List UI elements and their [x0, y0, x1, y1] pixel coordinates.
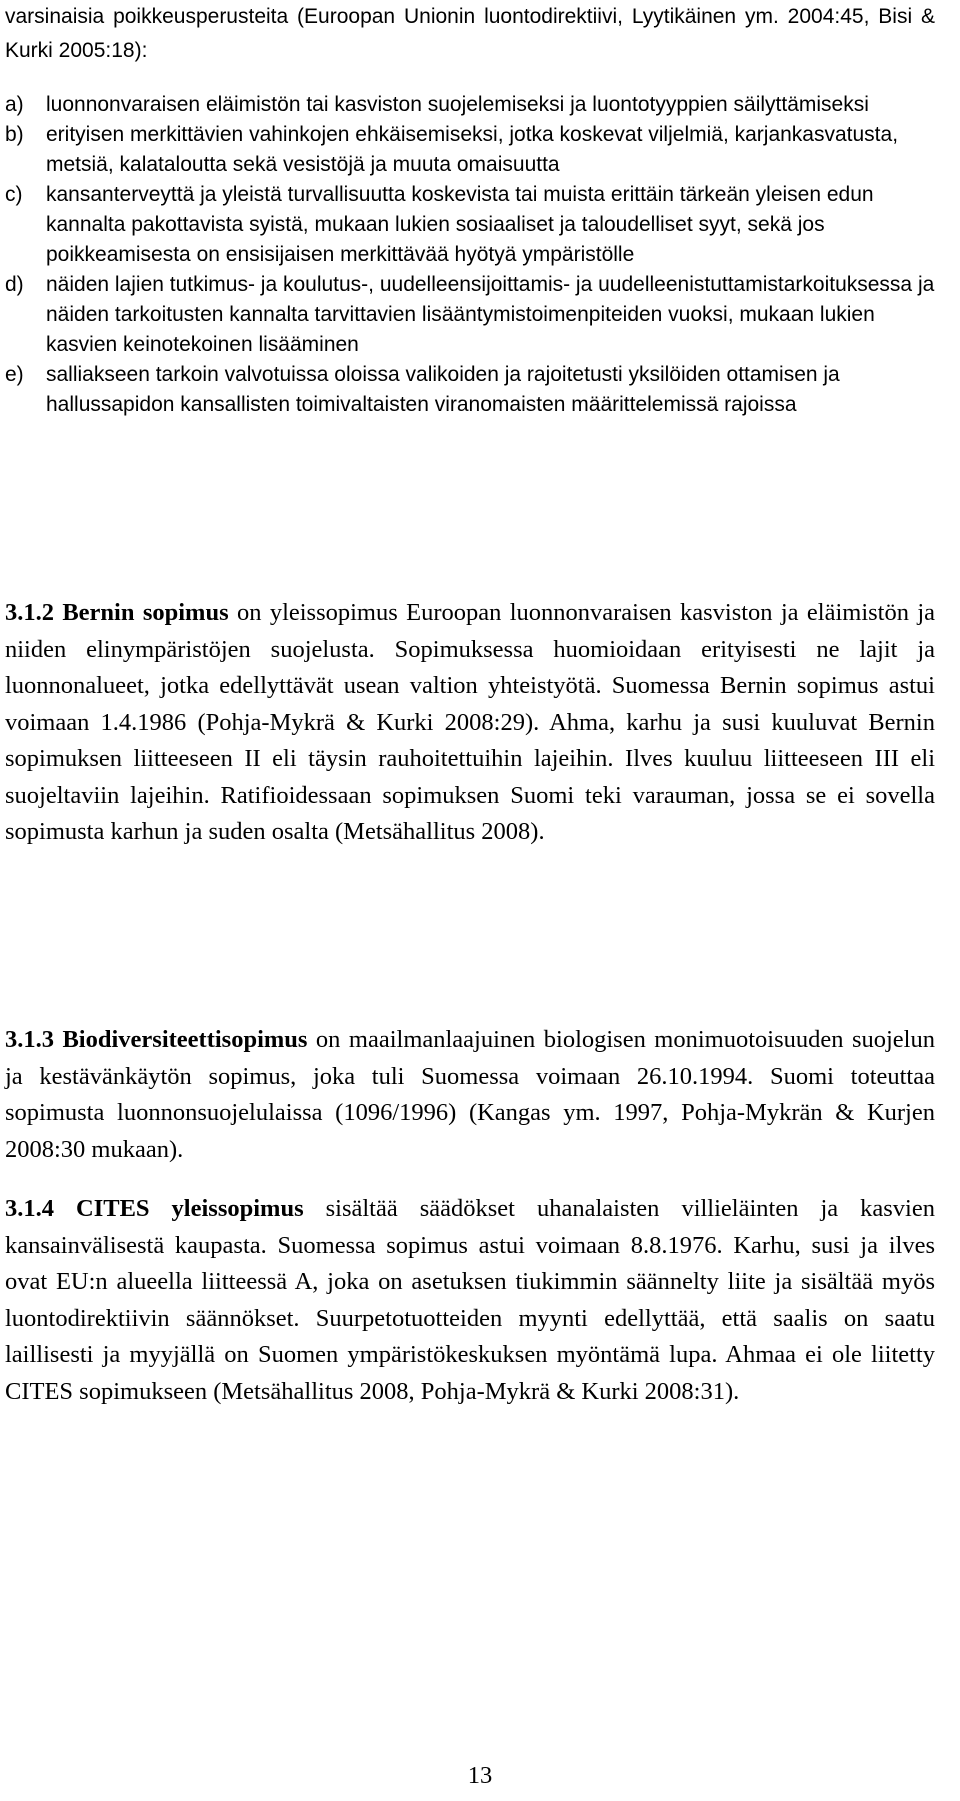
- section-text: on yleissopimus Euroopan luonnonvaraisen kasviston ja eläimistön ja niiden elinympäristöjen suojelusta. Sopimuksessa huomioidaan erityisesti ne lajit ja luonnonalueet, jotka edellyttävät usean valtion yhteistyötä. Suomessa Bernin sopimus astui voimaan 1.4.1986 (Pohja-Mykrä & Kurki 2008:29). Ahma, karhu ja susi kuuluvat Bernin sopimuksen liitteeseen II eli täysin rauhoitettuihin lajeihin. Ilves kuuluu liitteeseen III eli suojeltaviin lajeihin. Ratifioidessaan sopimuksen Suomi teki varauman, jossa se ei sovella sopimusta karhun ja suden osalta (Metsähallitus 2008).: [5, 599, 935, 845]
- section-biodiversity: [5, 1022, 935, 1168]
- list-item-text: salliakseen tarkoin valvotuissa oloissa valikoiden ja rajoitetusti yksilöiden ottamisen ja hallussapidon kansallisten toimivaltaisten viranomaisten määrittelemissä rajoissa: [46, 363, 840, 416]
- list-item: [5, 360, 935, 420]
- list-item: [5, 120, 935, 180]
- section-heading: 3.1.2 Bernin sopimus: [5, 599, 229, 626]
- list-marker: a): [5, 93, 24, 116]
- page-number: 13: [467, 1762, 493, 1789]
- list-item-text: luonnonvaraisen eläimistön tai kasviston suojelemiseksi ja luontotyyppien säilyttämiseksi: [46, 93, 869, 116]
- exception-list: [5, 90, 935, 420]
- intro-paragraph: varsinaisia poikkeusperusteita (Euroopan Unionin luontodirektiivi, Lyytikäinen ym. 2004:45, Bisi & Kurki 2005:18):: [5, 5, 935, 62]
- list-item-text: kansanterveyttä ja yleistä turvallisuutta koskevista tai muista erittäin tärkeän yleisen edun kannalta pakottavista syistä, mukaan lukien sosiaaliset ja taloudelliset syyt, sekä jos poikkeamisesta on ensisijaisen merkittävää hyötyä ympäristölle: [46, 183, 874, 266]
- section-heading: 3.1.4 CITES yleissopimus: [5, 1195, 304, 1222]
- list-marker: d): [5, 273, 24, 296]
- list-marker: c): [5, 183, 23, 206]
- section-text: on maailmanlaajuinen biologisen monimuotoisuuden suojelun ja kestävänkäytön sopimus, joka tuli Suomessa voimaan 26.10.1994. Suomi toteuttaa sopimusta luonnonsuojelulaissa (1096/1996) (Kangas ym. 1997, Pohja-Mykrän & Kurjen 2008:30 mukaan).: [5, 1026, 935, 1163]
- section-text: sisältää säädökset uhanalaisten villieläinten ja kasvien kansainvälisestä kaupasta. Suomessa sopimus astui voimaan 8.8.1976. Karhu, susi ja ilves ovat EU:n alueella liitteessä A, joka on asetuksen tiukimmin säännelty liite ja sisältää myös luontodirektiivin säännökset. Suurpetotuotteiden myynti edellyttää, että saalis on saatu laillisesti ja myyjällä on Suomen ympäristökeskuksen myöntämä lupa. Ahmaa ei ole liitetty CITES sopimukseen (Metsähallitus 2008, Pohja-Mykrä & Kurki 2008:31).: [5, 1195, 935, 1405]
- list-item: [5, 180, 935, 270]
- list-marker: e): [5, 363, 24, 386]
- list-item: [5, 90, 935, 120]
- list-item: [5, 270, 935, 360]
- section-cites: [5, 1191, 935, 1410]
- section-bern: [5, 595, 935, 851]
- list-marker: b): [5, 123, 24, 146]
- list-item-text: erityisen merkittävien vahinkojen ehkäisemiseksi, jotka koskevat viljelmiä, karjankasvatusta, metsiä, kalataloutta sekä vesistöjä ja muuta omaisuutta: [46, 123, 899, 176]
- list-item-text: näiden lajien tutkimus- ja koulutus-, uudelleensijoittamis- ja uudelleenistuttamistarkoituksessa ja näiden tarkoitusten kannalta tarvittavien lisääntymistoimenpiteiden vuoksi, mukaan lukien kasvien keinotekoinen lisääminen: [46, 273, 935, 356]
- section-heading: 3.1.3 Biodiversiteettisopimus: [5, 1026, 308, 1053]
